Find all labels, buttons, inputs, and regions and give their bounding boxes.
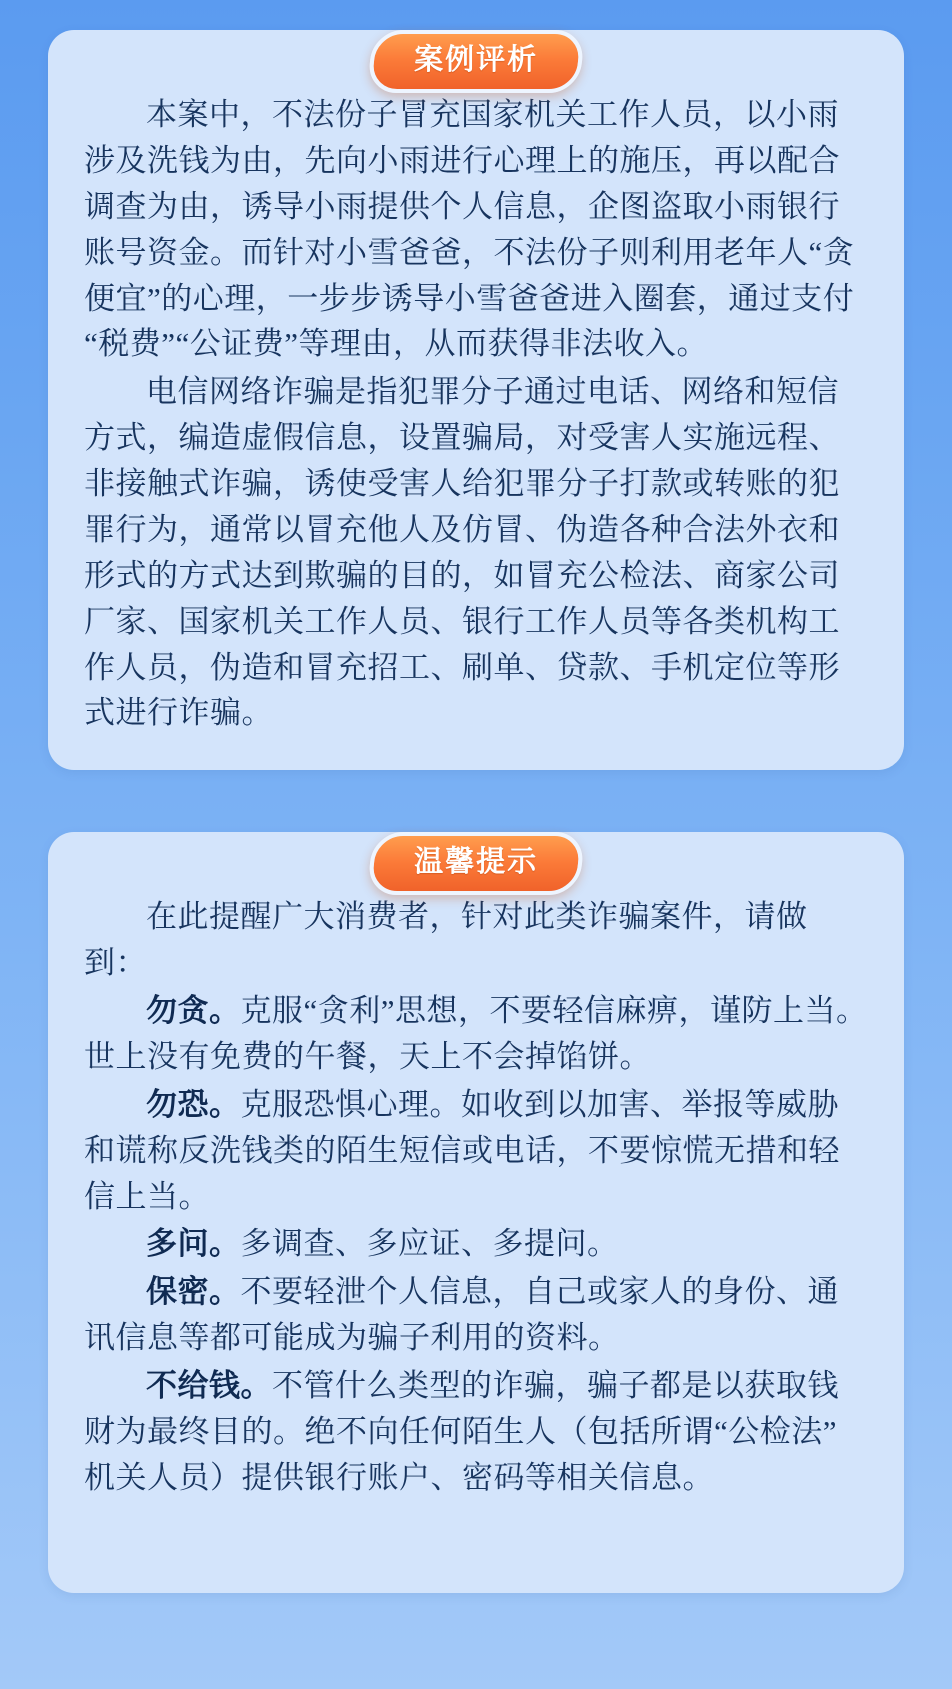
paragraph-text: 在此提醒广大消费者，针对此类诈骗案件，请做到：	[84, 899, 808, 981]
paragraph	[84, 1221, 868, 1267]
paragraph	[84, 369, 868, 736]
card-tips	[48, 832, 904, 1592]
paragraph-text: 本案中，不法份子冒充国家机关工作人员，以小雨涉及洗钱为由，先向小雨进行心理上的施压，再以配合调查为由，诱导小雨提供个人信息，企图盗取小雨银行账号资金。而针对小雪爸爸，不法份子则利用老年人“贪便宜”的心理，一步步诱导小雪爸爸进入圈套，通过支付“税费”“公证费”等理由，从而获得非法收入。	[84, 97, 855, 362]
paragraph-text: 克服恐惧心理。如收到以加害、举报等威胁和谎称反洗钱类的陌生短信或电话，不要惊慌无措和轻信上当。	[84, 1086, 840, 1214]
card-case-analysis	[48, 30, 904, 770]
section-case-analysis	[48, 30, 904, 770]
paragraph-text: 电信网络诈骗是指犯罪分子通过电话、网络和短信方式，编造虚假信息，设置骗局，对受害人实施远程、非接触式诈骗，诱使受害人给犯罪分子打款或转账的犯罪行为，通常以冒充他人及仿冒、伪造各种合法外衣和形式的方式达到欺骗的目的，如冒充公检法、商家公司厂家、国家机关工作人员、银行工作人员等各类机构工作人员，伪造和冒充招工、刷单、贷款、手机定位等形式进行诈骗。	[84, 374, 840, 731]
paragraph	[84, 92, 868, 367]
paragraph-text: 克服“贪利”思想，不要轻信麻痹，谨防上当。世上没有免费的午餐，天上不会掉馅饼。	[84, 993, 868, 1074]
section-tips	[48, 832, 904, 1592]
paragraph	[84, 894, 868, 986]
paragraph	[84, 988, 868, 1080]
paragraph-lead: 保密。	[146, 1274, 241, 1310]
paragraph-lead: 勿贪。	[146, 993, 241, 1028]
paragraph-text: 多调查、多应证、多提问。	[240, 1226, 619, 1262]
paragraph-text: 不管什么类型的诈骗，骗子都是以获取钱财为最终目的。绝不向任何陌生人（包括所谓“公检法”机关人员）提供银行账户、密码等相关信息。	[84, 1368, 839, 1495]
section-badge-label: 温馨提示	[414, 846, 539, 879]
paragraph	[84, 1363, 868, 1501]
paragraph	[84, 1269, 868, 1361]
paragraph-lead: 多问。	[146, 1226, 241, 1262]
paragraph-lead: 不给钱。	[146, 1368, 272, 1403]
section-badge-label: 案例评析	[414, 44, 539, 76]
paragraph-lead: 勿恐。	[146, 1086, 241, 1122]
paragraph-text: 不要轻泄个人信息，自己或家人的身份、通讯信息等都可能成为骗子利用的资料。	[84, 1274, 839, 1356]
paragraph	[84, 1082, 868, 1220]
